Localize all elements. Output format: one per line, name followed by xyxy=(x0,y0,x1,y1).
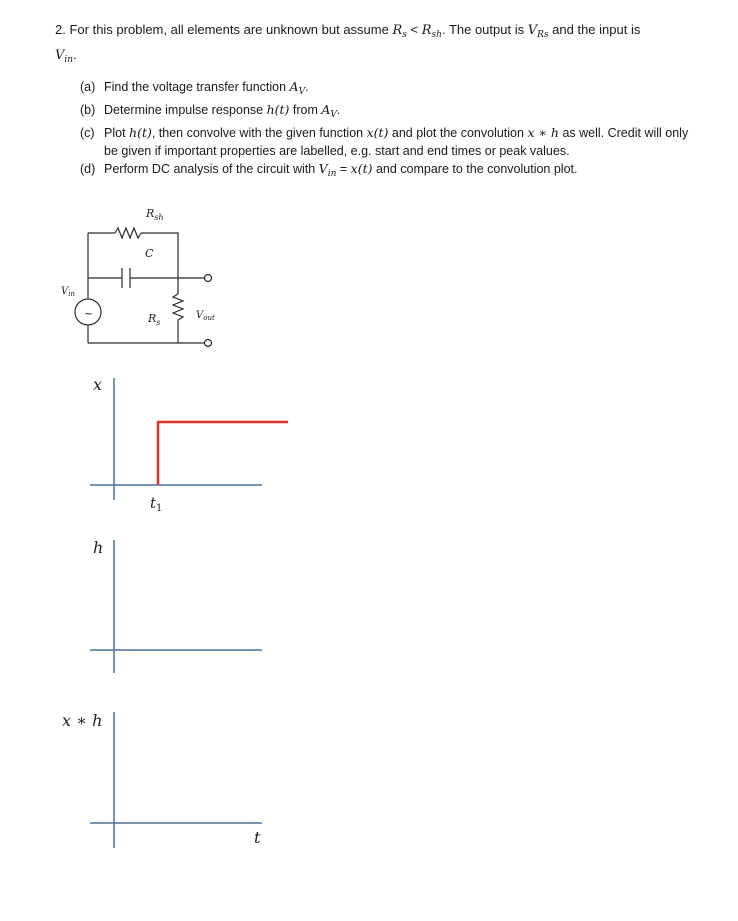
rsh-label: $R_{sh}$ xyxy=(146,207,164,222)
source-symbol: ~ xyxy=(84,307,94,320)
part-a-text: Find the voltage transfer function xyxy=(104,80,287,94)
part-d-text: Perform DC analysis of the circuit with xyxy=(104,162,316,176)
part-d-math-x: x(t) xyxy=(350,161,373,176)
plot-x-t1-label: $t_1$ xyxy=(150,494,163,514)
problem-number: 2. xyxy=(55,22,66,37)
part-a-label: (a) xyxy=(80,80,96,94)
part-d-end: and compare to the convolution plot. xyxy=(375,162,578,176)
problem-text-c: and the input is xyxy=(552,22,641,37)
less-than: < xyxy=(406,22,422,37)
vout-terminal-bottom xyxy=(205,340,212,347)
plot-x-label: x xyxy=(93,375,103,394)
output-v-sub: Rs xyxy=(537,30,549,40)
input-v-sub: in xyxy=(64,55,74,65)
plot-conv-t-label: t xyxy=(254,828,261,847)
rsh-resistor xyxy=(115,228,141,238)
plot-conv-label: x ∗ h xyxy=(62,711,103,730)
part-c-end: as well. Credit will only be given if important properties are labelled, e.g. start and end times or peak values. xyxy=(104,126,689,158)
output-v-symbol: V xyxy=(527,23,538,38)
plot-h xyxy=(90,538,262,673)
part-b-math-a-sub: V xyxy=(330,110,337,120)
cap-label: C xyxy=(145,247,154,260)
vout-terminal-top xyxy=(205,275,212,282)
part-d-math-v: V xyxy=(318,161,328,176)
part-c-mid2: and plot the convolution xyxy=(391,126,524,140)
vin-label: $V_{in}$ xyxy=(61,286,75,298)
rs-symbol: R xyxy=(392,23,403,38)
part-b-math-a: A xyxy=(321,102,331,117)
part-d-label: (d) xyxy=(80,162,96,176)
part-d-math-v-sub: in xyxy=(327,169,337,179)
part-b-label: (b) xyxy=(80,103,96,117)
problem-text-b: . The output is xyxy=(441,22,525,37)
rs-resistor xyxy=(173,294,183,320)
part-c-math-x: x(t) xyxy=(366,125,389,140)
part-a-end: . xyxy=(305,80,309,94)
plot-x xyxy=(90,375,288,514)
part-b-text: Determine impulse response xyxy=(104,103,264,117)
part-b-math-h: h(t) xyxy=(266,102,290,117)
plot-x-step-signal xyxy=(158,422,288,485)
part-c-text: Plot xyxy=(104,126,126,140)
rsh-sub: sh xyxy=(431,30,442,40)
part-b-end: . xyxy=(336,103,341,117)
problem-text-a: For this problem, all elements are unknown but assume xyxy=(69,22,389,37)
part-b-from: from xyxy=(292,103,318,117)
problem-end: . xyxy=(73,47,77,62)
part-a-math-sub: V xyxy=(298,87,306,97)
plot-h-label: h xyxy=(93,538,104,557)
part-c-mid: , then convolve with the given function xyxy=(151,126,364,140)
input-v-symbol: V xyxy=(55,48,65,63)
part-a-math: A xyxy=(289,79,299,94)
rs-label: $R_s$ xyxy=(148,312,161,327)
plot-conv xyxy=(62,711,262,848)
rs-sub: s xyxy=(402,30,407,40)
part-d-eq: = xyxy=(336,162,351,176)
rsh-symbol: R xyxy=(421,23,432,38)
vout-label: $V_{out}$ xyxy=(196,310,215,322)
part-c-math-h: h(t) xyxy=(129,125,152,140)
part-c-label: (c) xyxy=(80,126,95,140)
part-c-math-conv: x ∗ h xyxy=(527,125,559,140)
